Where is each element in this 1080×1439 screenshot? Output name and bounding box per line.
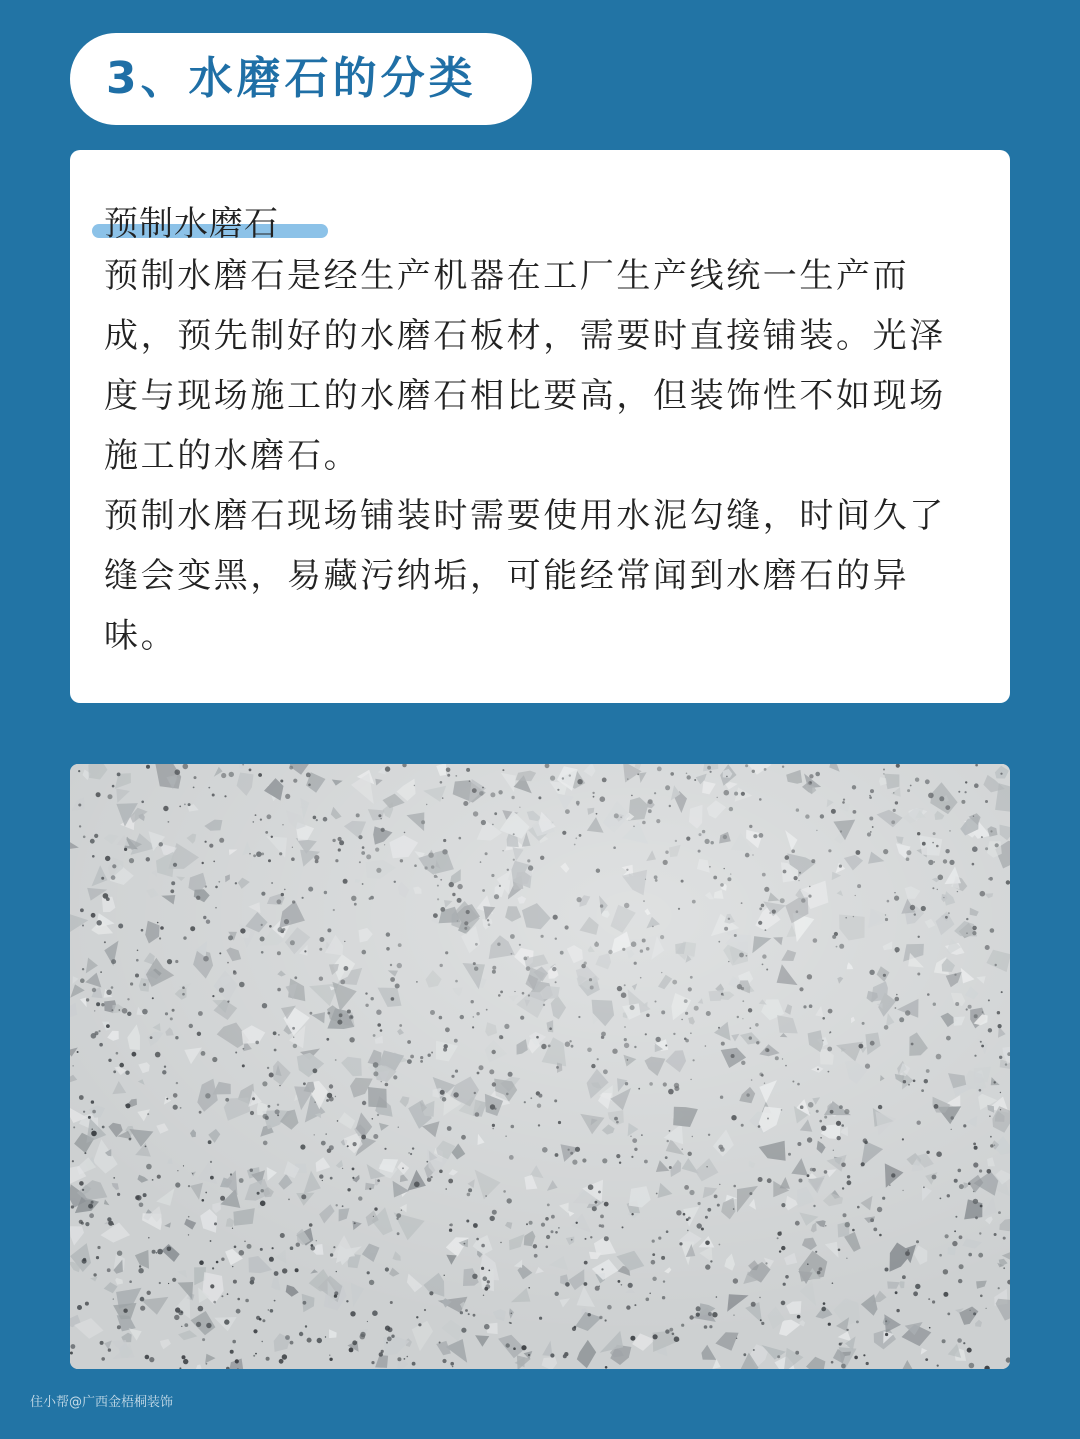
paragraph-1: 预制水磨石是经生产机器在工厂生产线统一生产而成，预先制好的水磨石板材，需要时直接铺装。光泽度与现场施工的水磨石相比要高，但装饰性不如现场施工的水磨石。	[104, 256, 946, 476]
body-text	[104, 246, 974, 666]
text-card	[70, 150, 1010, 703]
paragraph-2: 预制水磨石现场铺装时需要使用水泥勾缝，时间久了缝会变黑，易藏污纳垢，可能经常闻到水磨石的异味。	[104, 496, 946, 656]
watermark: 住小帮@广西金梧桐装饰	[30, 1395, 174, 1410]
title-pill	[70, 33, 532, 125]
page-title: 3、水磨石的分类	[106, 53, 477, 104]
subheading: 预制水磨石	[104, 204, 279, 244]
terrazzo-photo	[70, 764, 1010, 1369]
subheading-group	[104, 196, 279, 245]
